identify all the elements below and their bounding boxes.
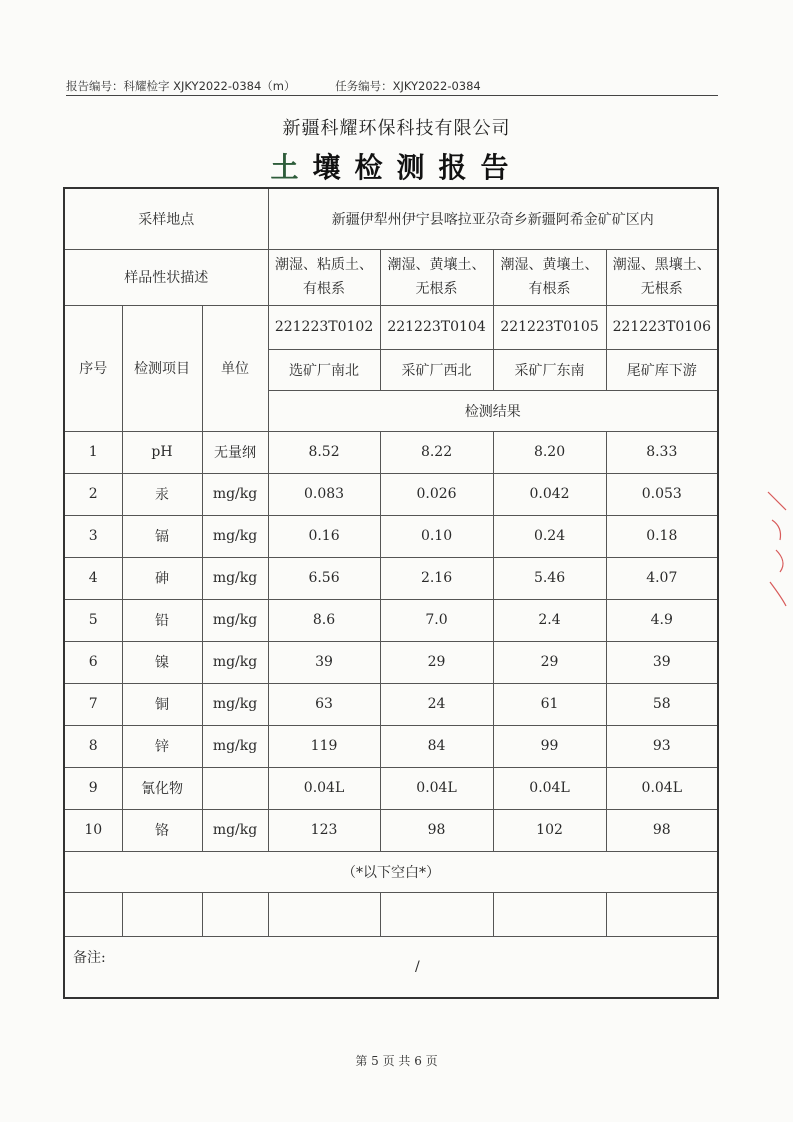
table-row [64, 431, 718, 473]
row-unit: mg/kg [202, 809, 268, 851]
row-unit: mg/kg [202, 557, 268, 599]
row-value-1: 119 [268, 725, 380, 767]
row-value-1: 63 [268, 683, 380, 725]
row-unit [202, 767, 268, 809]
row-index: 6 [64, 641, 122, 683]
row-index: 10 [64, 809, 122, 851]
row-value-4: 4.07 [606, 557, 718, 599]
row-unit: mg/kg [202, 641, 268, 683]
row-value-1: 0.04L [268, 767, 380, 809]
sample-location-2: 采矿厂西北 [380, 349, 493, 390]
sampling-site-value: 新疆伊犁州伊宁县喀拉亚尕奇乡新疆阿希金矿矿区内 [268, 188, 718, 249]
row-value-1: 0.16 [268, 515, 380, 557]
notes-label: 备注: [73, 949, 106, 966]
row-value-4: 0.18 [606, 515, 718, 557]
row-value-1: 8.6 [268, 599, 380, 641]
row-value-2: 84 [380, 725, 493, 767]
sample-code-2: 221223T0104 [380, 305, 493, 349]
row-item: 镍 [122, 641, 202, 683]
row-value-4: 93 [606, 725, 718, 767]
row-index: 1 [64, 431, 122, 473]
row-item: 铜 [122, 683, 202, 725]
row-value-4: 8.33 [606, 431, 718, 473]
row-index: 7 [64, 683, 122, 725]
row-value-1: 6.56 [268, 557, 380, 599]
row-value-4: 4.9 [606, 599, 718, 641]
results-header: 检测结果 [268, 390, 718, 431]
row-value-3: 99 [493, 725, 606, 767]
row-value-4: 58 [606, 683, 718, 725]
row-index: 8 [64, 725, 122, 767]
table-row [64, 515, 718, 557]
row-item: 汞 [122, 473, 202, 515]
row-value-2: 7.0 [380, 599, 493, 641]
row-item: 氰化物 [122, 767, 202, 809]
row-value-1: 0.083 [268, 473, 380, 515]
table-row [64, 641, 718, 683]
row-value-2: 0.10 [380, 515, 493, 557]
row-value-1: 39 [268, 641, 380, 683]
row-value-4: 0.04L [606, 767, 718, 809]
row-value-2: 24 [380, 683, 493, 725]
soil-test-table [63, 187, 719, 999]
task-number: 任务编号：XJKY2022-0384 [335, 79, 481, 93]
row-value-2: 0.04L [380, 767, 493, 809]
row-index: 5 [64, 599, 122, 641]
company-name: 新疆科耀环保科技有限公司 [282, 118, 511, 139]
notes-value: / [415, 958, 420, 975]
margin-signature-mark [760, 490, 790, 610]
row-value-4: 0.053 [606, 473, 718, 515]
table-row [64, 725, 718, 767]
row-item: pH [122, 431, 202, 473]
sample-code-1: 221223T0102 [268, 305, 380, 349]
header-rule [66, 95, 718, 96]
blank-below-notice: （*以下空白*） [64, 851, 718, 892]
row-value-4: 39 [606, 641, 718, 683]
row-index: 2 [64, 473, 122, 515]
row-value-3: 29 [493, 641, 606, 683]
row-value-2: 98 [380, 809, 493, 851]
report-header [66, 78, 481, 94]
row-value-3: 61 [493, 683, 606, 725]
row-value-2: 2.16 [380, 557, 493, 599]
row-value-3: 8.20 [493, 431, 606, 473]
report-title-first-char: 土 [270, 151, 313, 184]
sample-code-3: 221223T0105 [493, 305, 606, 349]
table-row [64, 683, 718, 725]
row-item: 砷 [122, 557, 202, 599]
row-item: 镉 [122, 515, 202, 557]
sample-description-2: 潮湿、黄壤土、 无根系 [380, 249, 493, 305]
report-title-rest: 壤检测报告 [312, 151, 523, 184]
row-value-3: 0.042 [493, 473, 606, 515]
table-row [64, 473, 718, 515]
sample-description-label: 样品性状描述 [64, 249, 268, 305]
row-value-1: 8.52 [268, 431, 380, 473]
sample-location-4: 尾矿库下游 [606, 349, 718, 390]
row-item: 铅 [122, 599, 202, 641]
notes-cell [64, 936, 718, 998]
row-value-3: 0.24 [493, 515, 606, 557]
row-value-3: 5.46 [493, 557, 606, 599]
row-unit: 无量纲 [202, 431, 268, 473]
empty-row [64, 892, 718, 936]
sample-description-3: 潮湿、黄壤土、 有根系 [493, 249, 606, 305]
col-header-index: 序号 [64, 305, 122, 431]
row-value-3: 0.04L [493, 767, 606, 809]
sample-code-4: 221223T0106 [606, 305, 718, 349]
row-unit: mg/kg [202, 683, 268, 725]
row-unit: mg/kg [202, 599, 268, 641]
row-value-4: 98 [606, 809, 718, 851]
report-title [0, 146, 793, 186]
row-item: 铬 [122, 809, 202, 851]
row-unit: mg/kg [202, 725, 268, 767]
row-value-1: 123 [268, 809, 380, 851]
sample-location-1: 选矿厂南北 [268, 349, 380, 390]
row-index: 3 [64, 515, 122, 557]
row-value-3: 2.4 [493, 599, 606, 641]
row-unit: mg/kg [202, 473, 268, 515]
row-value-2: 29 [380, 641, 493, 683]
page-number: 第 5 页 共 6 页 [355, 1054, 438, 1068]
col-header-unit: 单位 [202, 305, 268, 431]
row-index: 4 [64, 557, 122, 599]
sampling-site-label: 采样地点 [64, 188, 268, 249]
row-value-2: 0.026 [380, 473, 493, 515]
row-index: 9 [64, 767, 122, 809]
sample-description-1: 潮湿、粘质土、 有根系 [268, 249, 380, 305]
table-row [64, 599, 718, 641]
table-row [64, 767, 718, 809]
row-item: 锌 [122, 725, 202, 767]
row-unit: mg/kg [202, 515, 268, 557]
col-header-item: 检测项目 [122, 305, 202, 431]
row-value-2: 8.22 [380, 431, 493, 473]
sample-description-4: 潮湿、黑壤土、 无根系 [606, 249, 718, 305]
table-row [64, 809, 718, 851]
report-number: 报告编号：科耀检字 XJKY2022-0384（m） [66, 79, 296, 93]
row-value-3: 102 [493, 809, 606, 851]
table-row [64, 557, 718, 599]
sample-location-3: 采矿厂东南 [493, 349, 606, 390]
